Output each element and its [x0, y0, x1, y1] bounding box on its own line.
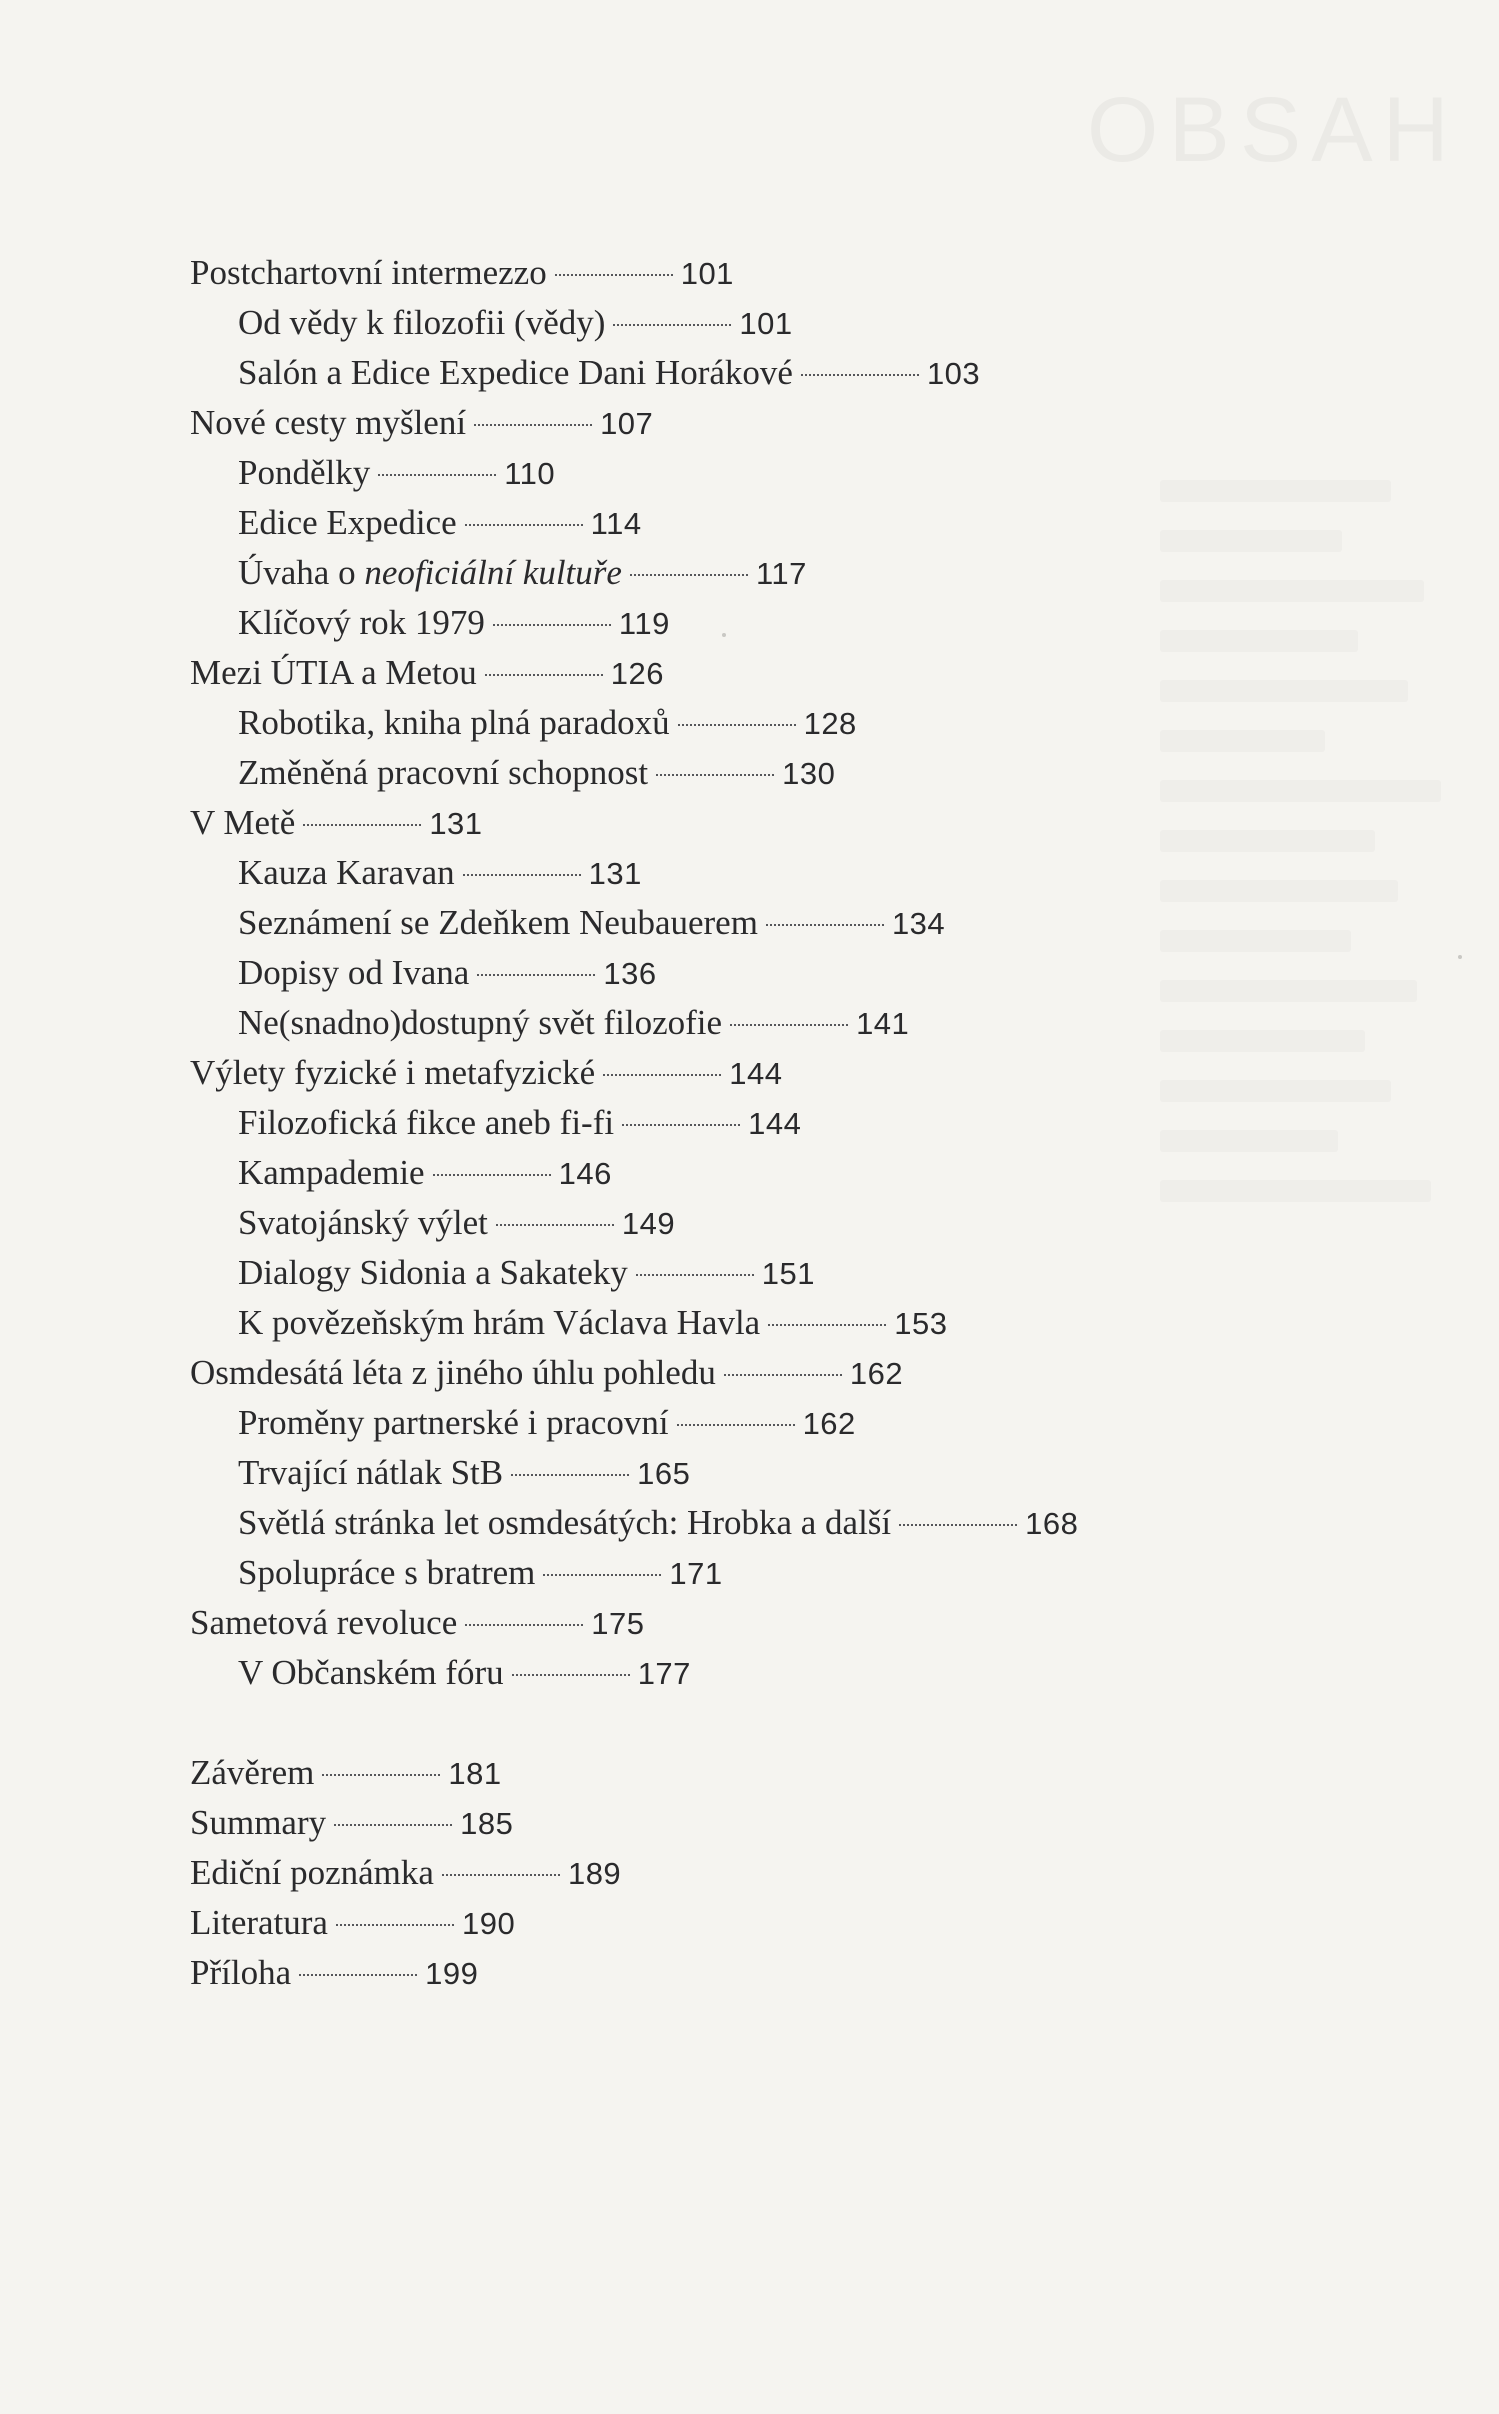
toc-entry[interactable] — [190, 1598, 1190, 1648]
toc-back-matter-entry[interactable] — [190, 1748, 1190, 1798]
dot-leader — [299, 1974, 417, 1976]
toc-entry[interactable] — [190, 398, 1190, 448]
dot-leader — [433, 1174, 551, 1176]
bleed-line — [1160, 880, 1398, 902]
toc-entry-title: Spolupráce s bratrem — [238, 1553, 536, 1592]
toc-page-number: 144 — [729, 1056, 783, 1091]
toc-entry-title: Závěrem — [190, 1753, 315, 1792]
toc-back-matter-entry[interactable] — [190, 1898, 1190, 1948]
toc-entry-title: Od vědy k filozofii (vědy) — [238, 303, 606, 342]
toc-entry[interactable] — [190, 248, 1190, 298]
dot-leader — [496, 1224, 614, 1226]
toc-page-number: 185 — [460, 1806, 514, 1841]
toc-page-number: 114 — [590, 506, 642, 541]
toc-page-number: 144 — [748, 1106, 802, 1141]
dot-leader — [724, 1374, 842, 1376]
toc-entry-title: Postchartovní intermezzo — [190, 253, 547, 292]
bleed-line — [1160, 1080, 1391, 1102]
toc-page-number: 149 — [621, 1206, 676, 1241]
toc-back-matter-entry[interactable] — [190, 1798, 1190, 1848]
toc-page-number: 128 — [803, 706, 857, 741]
toc-page-number: 146 — [558, 1156, 612, 1191]
toc-page-number: 131 — [429, 806, 483, 841]
toc-subentry[interactable] — [190, 348, 1190, 398]
dot-leader — [493, 624, 611, 626]
bleed-through-text — [1160, 480, 1490, 1980]
toc-page-number: 101 — [739, 306, 793, 341]
table-of-contents — [190, 248, 1190, 1998]
paper-speck — [1458, 955, 1462, 959]
toc-entry-title: Robotika, kniha plná paradoxů — [238, 703, 670, 742]
dot-leader — [656, 774, 774, 776]
toc-entry-title: Summary — [190, 1803, 327, 1842]
toc-title-prefix: Úvaha o — [238, 553, 365, 592]
bleed-through-title: OBSAH — [1086, 79, 1459, 181]
dot-leader — [463, 874, 581, 876]
toc-subentry[interactable] — [190, 1248, 1190, 1298]
dot-leader — [636, 1274, 754, 1276]
toc-page-number: 175 — [591, 1606, 645, 1641]
toc-subentry[interactable] — [190, 1098, 1190, 1148]
toc-subentry[interactable] — [190, 448, 1190, 498]
dot-leader — [512, 1674, 630, 1676]
dot-leader — [730, 1024, 848, 1026]
dot-leader — [677, 1424, 795, 1426]
dot-leader — [378, 474, 496, 476]
toc-entry-title: Salón a Edice Expedice Dani Horákové — [238, 353, 793, 392]
toc-page-number: 119 — [618, 606, 670, 641]
toc-subentry[interactable] — [190, 1148, 1190, 1198]
toc-subentry[interactable] — [190, 1398, 1190, 1448]
toc-page-number: 153 — [894, 1306, 948, 1341]
toc-subentry[interactable] — [190, 948, 1190, 998]
toc-entry-title — [238, 548, 622, 598]
toc-entry-title: Mezi ÚTIA a Metou — [190, 653, 477, 692]
bleed-line — [1160, 680, 1408, 702]
dot-leader — [801, 374, 919, 376]
toc-entry-title: Kauza Karavan — [238, 853, 455, 892]
toc-page-number: 165 — [637, 1456, 691, 1491]
dot-leader — [336, 1924, 454, 1926]
toc-subentry[interactable] — [190, 998, 1190, 1048]
dot-leader — [622, 1124, 740, 1126]
toc-entry[interactable] — [190, 1048, 1190, 1098]
dot-leader — [603, 1074, 721, 1076]
dot-leader — [474, 424, 592, 426]
toc-page-number: 136 — [603, 956, 657, 991]
toc-page-number: 107 — [600, 406, 654, 441]
toc-entry-title: Světlá stránka let osmdesátých: Hrobka a další — [238, 1503, 892, 1542]
toc-entry[interactable] — [190, 798, 1190, 848]
toc-back-matter-entry[interactable] — [190, 1848, 1190, 1898]
toc-entry[interactable] — [190, 648, 1190, 698]
toc-page-number: 181 — [448, 1756, 502, 1791]
dot-leader — [899, 1524, 1017, 1526]
dot-leader — [511, 1474, 629, 1476]
toc-title-italic: neoficiální kultuře — [364, 553, 622, 592]
toc-entry-title: Proměny partnerské i pracovní — [238, 1403, 669, 1442]
toc-page-number: 171 — [669, 1556, 723, 1591]
toc-page-number: 131 — [588, 856, 642, 891]
toc-subentry[interactable] — [190, 1498, 1190, 1548]
toc-entry-title: Ediční poznámka — [190, 1853, 434, 1892]
toc-entry-title: Dialogy Sidonia a Sakateky — [238, 1253, 628, 1292]
bleed-line — [1160, 580, 1424, 602]
toc-page-number: 126 — [610, 656, 664, 691]
bleed-line — [1160, 480, 1391, 502]
toc-entry-title: Svatojánský výlet — [238, 1203, 488, 1242]
toc-entry-title: Příloha — [190, 1953, 292, 1992]
bleed-line — [1160, 1030, 1365, 1052]
toc-subentry[interactable] — [190, 548, 1190, 598]
dot-leader — [465, 1624, 583, 1626]
toc-page-number: 162 — [802, 1406, 856, 1441]
dot-leader — [477, 974, 595, 976]
dot-leader — [465, 524, 583, 526]
toc-subentry[interactable] — [190, 848, 1190, 898]
toc-entry-title: Seznámení se Zdeňkem Neubauerem — [238, 903, 758, 942]
toc-entry-title: Filozofická fikce aneb fi-fi — [238, 1103, 615, 1142]
toc-entry-title: Kampademie — [238, 1153, 425, 1192]
dot-leader — [485, 674, 603, 676]
dot-leader — [442, 1874, 560, 1876]
toc-entry-title: K povězeňským hrám Václava Havla — [238, 1303, 761, 1342]
toc-entry-title: Osmdesátá léta z jiného úhlu pohledu — [190, 1353, 716, 1392]
toc-entry-title: Změněná pracovní schopnost — [238, 753, 649, 792]
toc-subentry[interactable] — [190, 598, 1190, 648]
toc-entry-title: Klíčový rok 1979 — [238, 603, 485, 642]
toc-page-number: 110 — [504, 456, 556, 491]
bleed-line — [1160, 830, 1375, 852]
toc-entry-title: Sametová revoluce — [190, 1603, 458, 1642]
dot-leader — [768, 1324, 886, 1326]
toc-page-number: 168 — [1025, 1506, 1079, 1541]
toc-page-number: 177 — [637, 1656, 691, 1691]
dot-leader — [322, 1774, 440, 1776]
dot-leader — [766, 924, 884, 926]
toc-subentry[interactable] — [190, 698, 1190, 748]
toc-subentry[interactable] — [190, 498, 1190, 548]
toc-page-number: 190 — [461, 1906, 516, 1941]
toc-entry-title: Výlety fyzické i metafyzické — [190, 1053, 596, 1092]
toc-subentry[interactable] — [190, 898, 1190, 948]
section-gap — [190, 1698, 1190, 1748]
bleed-line — [1160, 1180, 1431, 1202]
toc-subentry[interactable] — [190, 748, 1190, 798]
toc-entry-title: Edice Expedice — [238, 503, 457, 542]
toc-page-number: 162 — [849, 1356, 904, 1391]
toc-entry-title: Trvající nátlak StB — [238, 1453, 504, 1492]
toc-subentry[interactable] — [190, 298, 1190, 348]
toc-entry-title: Dopisy od Ivana — [238, 953, 470, 992]
toc-back-matter-entry[interactable] — [190, 1948, 1190, 1998]
dot-leader — [613, 324, 731, 326]
toc-entry[interactable] — [190, 1348, 1190, 1398]
toc-page-number: 130 — [782, 756, 836, 791]
dot-leader — [630, 574, 748, 576]
toc-entry-title: V Občanském fóru — [238, 1653, 504, 1692]
toc-page-number: 151 — [761, 1256, 816, 1291]
toc-page-number: 101 — [680, 256, 734, 291]
toc-subentry[interactable] — [190, 1648, 1190, 1698]
toc-subentry[interactable] — [190, 1298, 1190, 1348]
toc-page-number: 141 — [856, 1006, 910, 1041]
toc-page-number: 103 — [926, 356, 981, 391]
dot-leader — [303, 824, 421, 826]
dot-leader — [678, 724, 796, 726]
toc-page-number: 117 — [755, 556, 807, 591]
toc-subentry[interactable] — [190, 1548, 1190, 1598]
bleed-line — [1160, 780, 1441, 802]
dot-leader — [555, 274, 673, 276]
toc-entry-title: Ne(snadno)dostupný svět filozofie — [238, 1003, 723, 1042]
toc-page-number: 199 — [425, 1956, 479, 1991]
toc-subentry[interactable] — [190, 1198, 1190, 1248]
toc-entry-title: V Metě — [190, 803, 296, 842]
toc-page-number: 134 — [891, 906, 946, 941]
toc-entry-title: Nové cesty myšlení — [190, 403, 467, 442]
toc-page-number: 189 — [567, 1856, 622, 1891]
toc-entry-title: Pondělky — [238, 453, 371, 492]
toc-entry-title: Literatura — [190, 1903, 328, 1942]
dot-leader — [543, 1574, 661, 1576]
toc-subentry[interactable] — [190, 1448, 1190, 1498]
bleed-line — [1160, 980, 1417, 1002]
dot-leader — [334, 1824, 452, 1826]
